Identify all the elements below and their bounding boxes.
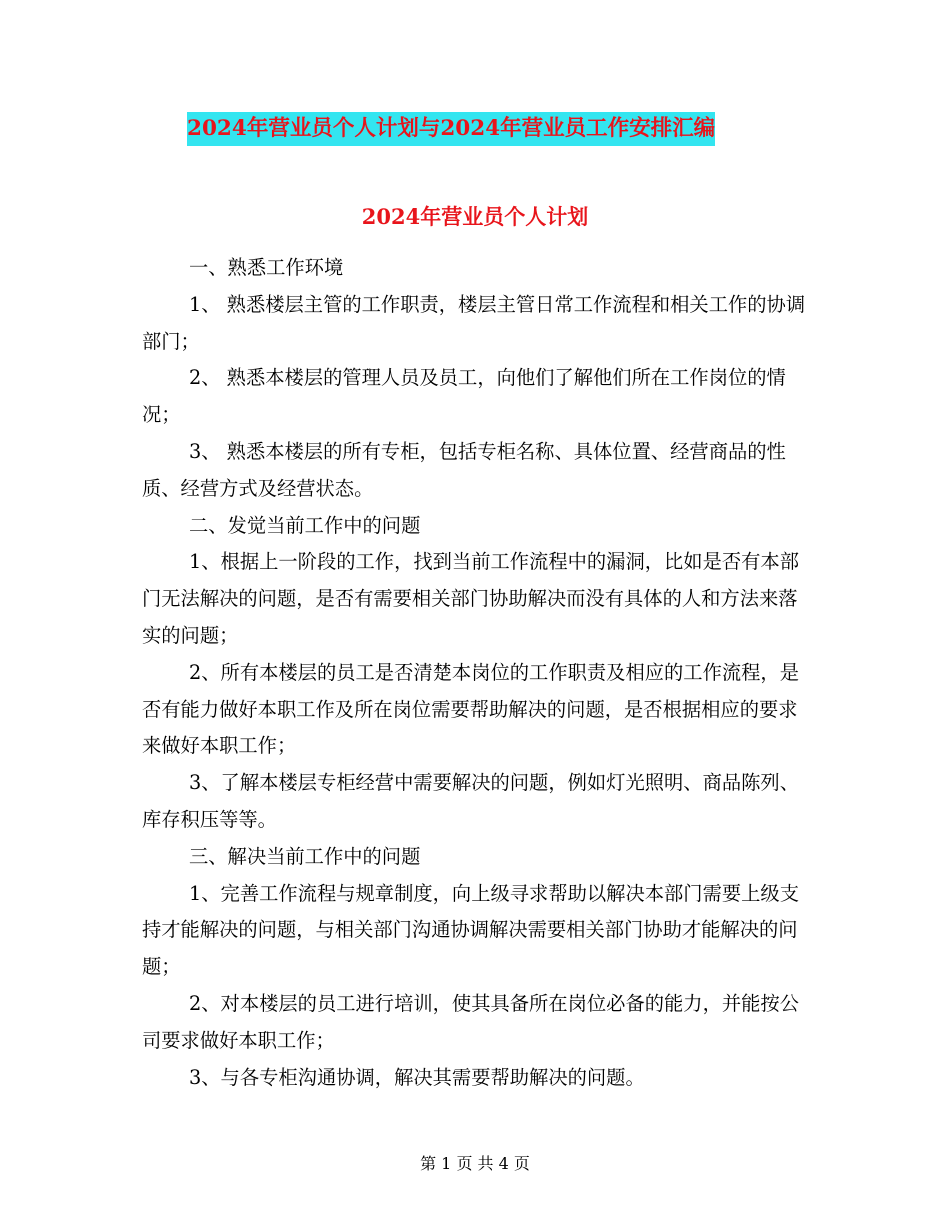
paragraph-item: 2、 熟悉本楼层的管理人员及员工，向他们了解他们所在工作岗位的情况； xyxy=(142,366,786,427)
paragraph-item: 1、根据上一阶段的工作，找到当前工作流程中的漏洞，比如是否有本部门无法解决的问题，是否有需要相关部门协助解决而没有具体的人和方法来落实的问题； xyxy=(142,550,799,647)
page-footer: 第 1 页 共 4 页 xyxy=(420,1154,530,1173)
heading-solve-problems: 三、解决当前工作中的问题 xyxy=(189,844,421,868)
paragraph-item: 2、对本楼层的员工进行培训，使其具备所在岗位必备的能力，并能按公司要求做好本职工作； xyxy=(142,991,799,1052)
document-main-title: 2024年营业员个人计划与2024年营业员工作安排汇编 xyxy=(187,112,715,146)
paragraph-item: 3、与各专柜沟通协调，解决其需要帮助解决的问题。 xyxy=(189,1065,645,1089)
paragraph-item: 3、 熟悉本楼层的所有专柜，包括专柜名称、具体位置、经营商品的性质、经营方式及经营状态。 xyxy=(142,439,786,500)
document-body xyxy=(142,250,812,1096)
heading-find-problems: 二、发觉当前工作中的问题 xyxy=(189,513,421,537)
paragraph-item: 1、完善工作流程与规章制度，向上级寻求帮助以解决本部门需要上级支持才能解决的问题，与相关部门沟通协调解决需要相关部门协助才能解决的问题； xyxy=(142,881,799,979)
section-title: 2024年营业员个人计划 xyxy=(361,204,589,229)
heading-familiarize-environment: 一、熟悉工作环境 xyxy=(189,256,344,279)
paragraph-item: 1、 熟悉楼层主管的工作职责，楼层主管日常工作流程和相关工作的协调部门； xyxy=(142,292,806,353)
paragraph-item: 2、所有本楼层的员工是否清楚本岗位的工作职责及相应的工作流程，是否有能力做好本职工作及所在岗位需要帮助解决的问题，是否根据相应的要求来做好本职工作； xyxy=(142,660,799,758)
paragraph-item: 3、了解本楼层专柜经营中需要解决的问题，例如灯光照明、商品陈列、库存积压等等。 xyxy=(142,771,799,831)
